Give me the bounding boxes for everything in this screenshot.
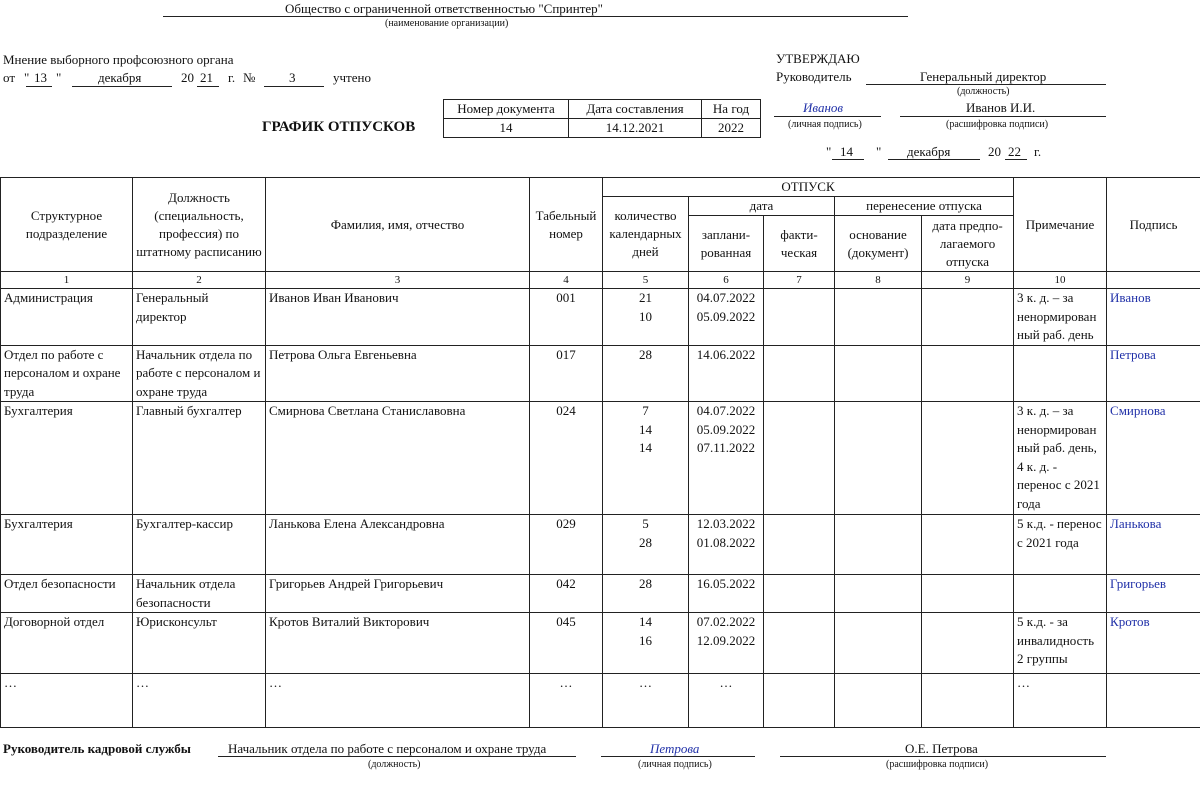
cell-actual xyxy=(764,575,835,613)
header-expected: дата предпо-лагаемого отпуска xyxy=(922,216,1014,272)
col-number xyxy=(1107,272,1200,289)
table-row xyxy=(1,674,1200,728)
cell-expected xyxy=(922,575,1014,613)
header-actual: факти-ческая xyxy=(764,216,835,272)
cell-expected xyxy=(922,345,1014,402)
cell-planned: 14.06.2022 xyxy=(689,345,764,402)
cell-note: 3 к. д. – за ненормирован ный раб. день, 4 к. д. - перенос с 2021 года xyxy=(1014,402,1107,515)
cell-position: Начальник отдела безопасности xyxy=(133,575,266,613)
document-title: ГРАФИК ОТПУСКОВ xyxy=(262,119,416,135)
cell-days: 7 14 14 xyxy=(603,402,689,515)
cell-actual xyxy=(764,402,835,515)
meta-number: 14 xyxy=(444,119,569,138)
col-number: 5 xyxy=(603,272,689,289)
table-row xyxy=(1,515,1200,575)
cell-days: 28 xyxy=(603,575,689,613)
union-number: 3 xyxy=(289,70,296,85)
union-year: 21 xyxy=(200,70,213,85)
col-number: 10 xyxy=(1014,272,1107,289)
union-day-line xyxy=(26,86,52,87)
meta-header-year: На год xyxy=(702,100,761,119)
cell-actual xyxy=(764,289,835,346)
cell-expected xyxy=(922,402,1014,515)
approve-day: 14 xyxy=(840,144,853,159)
union-number-line xyxy=(264,86,324,87)
cell-days: … xyxy=(603,674,689,728)
cell-basis xyxy=(835,575,922,613)
cell-expected xyxy=(922,674,1014,728)
cell-name: Ланькова Елена Александровна xyxy=(266,515,530,575)
footer-decoding-line xyxy=(780,756,1106,757)
header-note: Примечание xyxy=(1014,178,1107,272)
cell-actual xyxy=(764,345,835,402)
cell-sign: Ланькова xyxy=(1107,515,1200,575)
approve-q-open: " xyxy=(826,144,832,159)
cell-note: 5 к.д. - за инвалидность 2 группы xyxy=(1014,613,1107,674)
cell-tab: 029 xyxy=(530,515,603,575)
cell-position: Генеральный директор xyxy=(133,289,266,346)
cell-days: 14 16 xyxy=(603,613,689,674)
union-month-line xyxy=(72,86,172,87)
union-month: декабря xyxy=(98,70,142,85)
cell-sign: Петрова xyxy=(1107,345,1200,402)
cell-dept: Отдел по работе с персоналом и охране труда xyxy=(1,345,133,402)
header-basis: основание (документ) xyxy=(835,216,922,272)
cell-position: Бухгалтер-кассир xyxy=(133,515,266,575)
cell-dept: Отдел безопасности xyxy=(1,575,133,613)
approve-year-g: г. xyxy=(1034,144,1042,159)
meta-date: 14.12.2021 xyxy=(569,119,702,138)
footer-signature-caption: (личная подпись) xyxy=(638,759,712,770)
union-considered: учтено xyxy=(333,70,371,85)
union-day: 13 xyxy=(34,70,47,85)
table-row xyxy=(1,402,1200,515)
union-label: Мнение выборного профсоюзного органа xyxy=(3,52,234,67)
cell-dept: … xyxy=(1,674,133,728)
approve-year-prefix: 20 xyxy=(988,144,1001,159)
col-number: 1 xyxy=(1,272,133,289)
approve-decoding: Иванов И.И. xyxy=(966,100,1036,115)
footer-position-caption: (должность) xyxy=(368,759,421,770)
footer-label: Руководитель кадровой службы xyxy=(3,741,191,756)
union-year-line xyxy=(197,86,219,87)
org-caption: (наименование организации) xyxy=(385,18,509,29)
footer-position: Начальник отдела по работе с персоналом и охране труда xyxy=(228,741,547,756)
cell-position: Юрисконсульт xyxy=(133,613,266,674)
cell-basis xyxy=(835,402,922,515)
footer-signature-line xyxy=(601,756,755,757)
footer-signature: Петрова xyxy=(650,741,700,756)
cell-position: Главный бухгалтер xyxy=(133,402,266,515)
cell-position: Начальник отдела по работе с персоналом и охране труда xyxy=(133,345,266,402)
header-transfer: перенесение отпуска xyxy=(835,197,1014,216)
cell-dept: Бухгалтерия xyxy=(1,402,133,515)
col-number: 8 xyxy=(835,272,922,289)
footer-decoding-caption: (расшифровка подписи) xyxy=(886,759,989,770)
cell-sign: Кротов xyxy=(1107,613,1200,674)
approve-position-line xyxy=(866,84,1106,85)
cell-actual xyxy=(764,674,835,728)
union-year-prefix: 20 xyxy=(181,70,194,85)
document-meta-table xyxy=(443,99,761,138)
cell-note: … xyxy=(1014,674,1107,728)
header-tab: Табельный номер xyxy=(530,178,603,272)
header-dept: Структурное подразделение xyxy=(1,178,133,272)
cell-note xyxy=(1014,345,1107,402)
union-q-close: " xyxy=(56,70,62,85)
cell-days: 21 10 xyxy=(603,289,689,346)
cell-planned: 04.07.2022 05.09.2022 07.11.2022 xyxy=(689,402,764,515)
cell-actual xyxy=(764,515,835,575)
approve-q-close: " xyxy=(876,144,882,159)
header-planned: заплани-рованная xyxy=(689,216,764,272)
cell-basis xyxy=(835,674,922,728)
cell-dept: Бухгалтерия xyxy=(1,515,133,575)
footer-position-line xyxy=(218,756,576,757)
cell-planned: 12.03.2022 01.08.2022 xyxy=(689,515,764,575)
approve-day-line xyxy=(832,159,864,160)
cell-dept: Договорной отдел xyxy=(1,613,133,674)
cell-planned: 16.05.2022 xyxy=(689,575,764,613)
col-number: 2 xyxy=(133,272,266,289)
cell-sign: Иванов xyxy=(1107,289,1200,346)
header-days: количество календарных дней xyxy=(603,197,689,272)
table-row xyxy=(1,613,1200,674)
union-q-open: " xyxy=(24,70,30,85)
table-row xyxy=(1,289,1200,346)
cell-basis xyxy=(835,515,922,575)
cell-actual xyxy=(764,613,835,674)
org-name: Общество с ограниченной ответственностью "Спринтер" xyxy=(285,1,603,16)
col-number: 9 xyxy=(922,272,1014,289)
union-num-sign: № xyxy=(243,70,256,85)
col-number: 6 xyxy=(689,272,764,289)
table-row xyxy=(1,575,1200,613)
cell-position: … xyxy=(133,674,266,728)
cell-expected xyxy=(922,613,1014,674)
col-number: 3 xyxy=(266,272,530,289)
approve-title: УТВЕРЖДАЮ xyxy=(776,51,860,66)
approve-signature-line xyxy=(774,116,881,117)
approve-position: Генеральный директор xyxy=(920,69,1047,84)
col-number: 7 xyxy=(764,272,835,289)
cell-name: Кротов Виталий Викторович xyxy=(266,613,530,674)
cell-tab: 001 xyxy=(530,289,603,346)
cell-name: Григорьев Андрей Григорьевич xyxy=(266,575,530,613)
cell-days: 5 28 xyxy=(603,515,689,575)
cell-planned: 04.07.2022 05.09.2022 xyxy=(689,289,764,346)
approve-position-caption: (должность) xyxy=(957,86,1010,97)
cell-expected xyxy=(922,289,1014,346)
cell-name: Иванов Иван Иванович xyxy=(266,289,530,346)
approve-head-label: Руководитель xyxy=(776,69,852,84)
cell-tab: 024 xyxy=(530,402,603,515)
cell-tab: 017 xyxy=(530,345,603,402)
approve-decoding-caption: (расшифровка подписи) xyxy=(946,119,1049,130)
col-number: 4 xyxy=(530,272,603,289)
meta-header-date: Дата составления xyxy=(569,100,702,119)
vacation-table xyxy=(0,177,1200,728)
cell-name: … xyxy=(266,674,530,728)
cell-sign: Смирнова xyxy=(1107,402,1200,515)
footer-decoding: О.Е. Петрова xyxy=(905,741,978,756)
cell-basis xyxy=(835,613,922,674)
cell-dept: Администрация xyxy=(1,289,133,346)
cell-expected xyxy=(922,515,1014,575)
header-sign: Подпись xyxy=(1107,178,1200,272)
approve-signature-caption: (личная подпись) xyxy=(788,119,862,130)
cell-note: 5 к.д. - перенос с 2021 года xyxy=(1014,515,1107,575)
cell-note xyxy=(1014,575,1107,613)
header-date: дата xyxy=(689,197,835,216)
cell-tab: 042 xyxy=(530,575,603,613)
cell-planned: 07.02.2022 12.09.2022 xyxy=(689,613,764,674)
approve-decoding-line xyxy=(900,116,1106,117)
table-row xyxy=(1,345,1200,402)
approve-year: 22 xyxy=(1008,144,1021,159)
approve-year-line xyxy=(1005,159,1027,160)
header-position: Должность (специальность, профессия) по штатному расписанию xyxy=(133,178,266,272)
meta-year: 2022 xyxy=(702,119,761,138)
cell-basis xyxy=(835,289,922,346)
cell-planned: … xyxy=(689,674,764,728)
cell-tab: … xyxy=(530,674,603,728)
cell-days: 28 xyxy=(603,345,689,402)
column-numbers-row xyxy=(1,272,1200,289)
cell-sign: Григорьев xyxy=(1107,575,1200,613)
org-underline xyxy=(163,16,908,17)
cell-tab: 045 xyxy=(530,613,603,674)
union-from: от xyxy=(3,70,16,85)
approve-month-line xyxy=(888,159,980,160)
header-vacation: ОТПУСК xyxy=(603,178,1014,197)
approve-month: декабря xyxy=(907,144,951,159)
approve-signature: Иванов xyxy=(803,100,844,115)
meta-header-number: Номер документа xyxy=(444,100,569,119)
cell-name: Смирнова Светлана Станиславовна xyxy=(266,402,530,515)
table-body xyxy=(1,289,1200,728)
cell-name: Петрова Ольга Евгеньевна xyxy=(266,345,530,402)
union-year-g: г. xyxy=(228,70,236,85)
cell-basis xyxy=(835,345,922,402)
header-name: Фамилия, имя, отчество xyxy=(266,178,530,272)
cell-sign xyxy=(1107,674,1200,728)
cell-note: 3 к. д. – за ненормирован ный раб. день xyxy=(1014,289,1107,346)
